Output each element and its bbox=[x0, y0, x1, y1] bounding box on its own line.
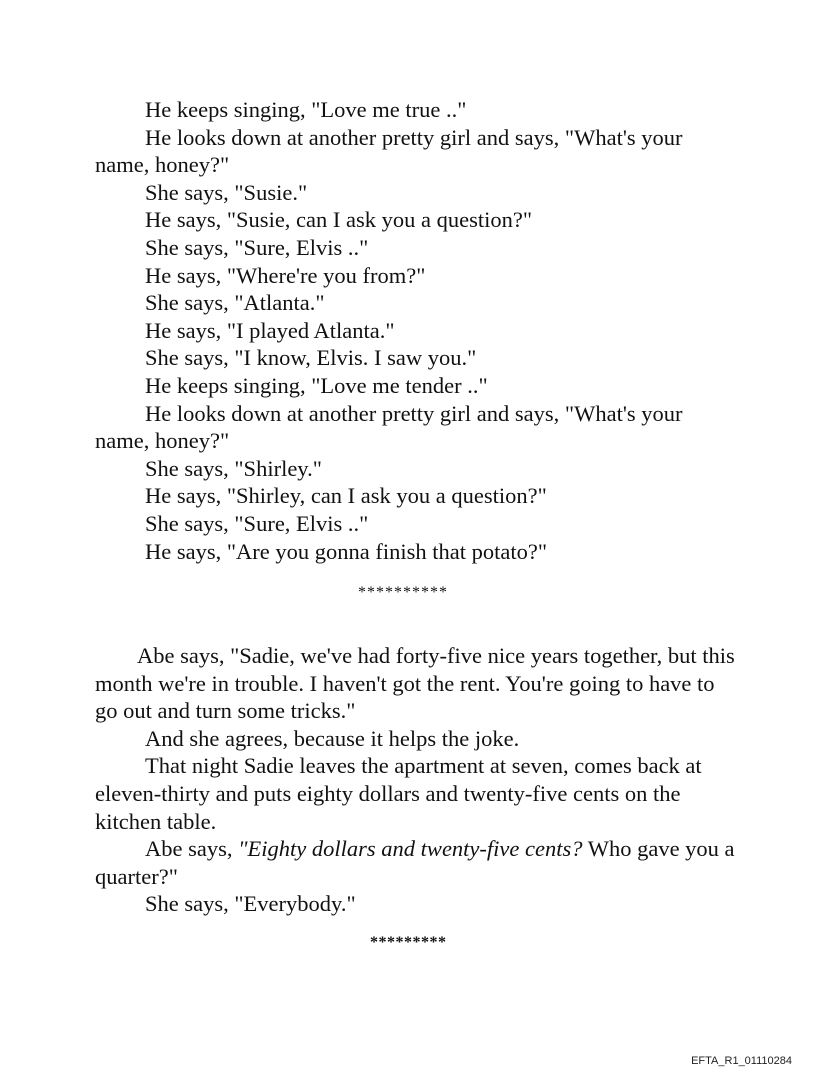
paragraph: She says, "I know, Elvis. I saw you." bbox=[145, 345, 477, 371]
paragraph: She says, "Shirley." bbox=[145, 455, 322, 481]
paragraph: He keeps singing, "Love me true .." bbox=[145, 97, 467, 122]
paragraph: He looks down at another pretty girl and says, "What's your name, honey?" bbox=[95, 124, 683, 178]
section-separator: ********** bbox=[358, 584, 448, 601]
paragraph: She says, "Everybody." bbox=[145, 891, 356, 917]
paragraph: Abe says, "Sadie, we've had forty-five nice years together, but this month we're in trouble. I haven't got the rent. You're going to have to go out and turn some tricks." bbox=[95, 643, 735, 724]
paragraph: He looks down at another pretty girl and says, "What's your name, honey?" bbox=[95, 400, 683, 454]
paragraph: He says, "I played Atlanta." bbox=[145, 317, 395, 343]
paragraph bbox=[95, 835, 735, 890]
paragraph: He says, "Where're you from?" bbox=[145, 262, 426, 288]
paragraph-lead: Abe says, bbox=[145, 836, 239, 862]
paragraph: That night Sadie leaves the apartment at seven, comes back at eleven-thirty and puts eighty dollars and twenty-five cents on the kitchen table. bbox=[95, 753, 702, 834]
italic-quote: "Eighty dollars and twenty-five cents? bbox=[238, 836, 583, 862]
paragraph: He says, "Susie, can I ask you a question?" bbox=[145, 207, 533, 233]
paragraph: She says, "Sure, Elvis .." bbox=[145, 234, 369, 260]
paragraph: She says, "Atlanta." bbox=[145, 290, 325, 316]
paragraph: And she agrees, because it helps the joke. bbox=[145, 725, 520, 751]
paragraph: She says, "Sure, Elvis .." bbox=[145, 510, 369, 536]
elvis-joke-section bbox=[95, 96, 735, 565]
paragraph: He says, "Shirley, can I ask you a question?" bbox=[145, 483, 547, 509]
sadie-joke-section bbox=[95, 642, 735, 918]
section-separator: ********* bbox=[370, 934, 447, 951]
paragraph-rest: Who gave you a quarter?" bbox=[95, 836, 735, 889]
document-id: EFTA_R1_01110284 bbox=[691, 1055, 792, 1067]
paragraph: He says, "Are you gonna finish that potato?" bbox=[145, 538, 548, 564]
paragraph: He keeps singing, "Love me tender .." bbox=[145, 372, 488, 398]
paragraph: She says, "Susie." bbox=[145, 179, 308, 205]
